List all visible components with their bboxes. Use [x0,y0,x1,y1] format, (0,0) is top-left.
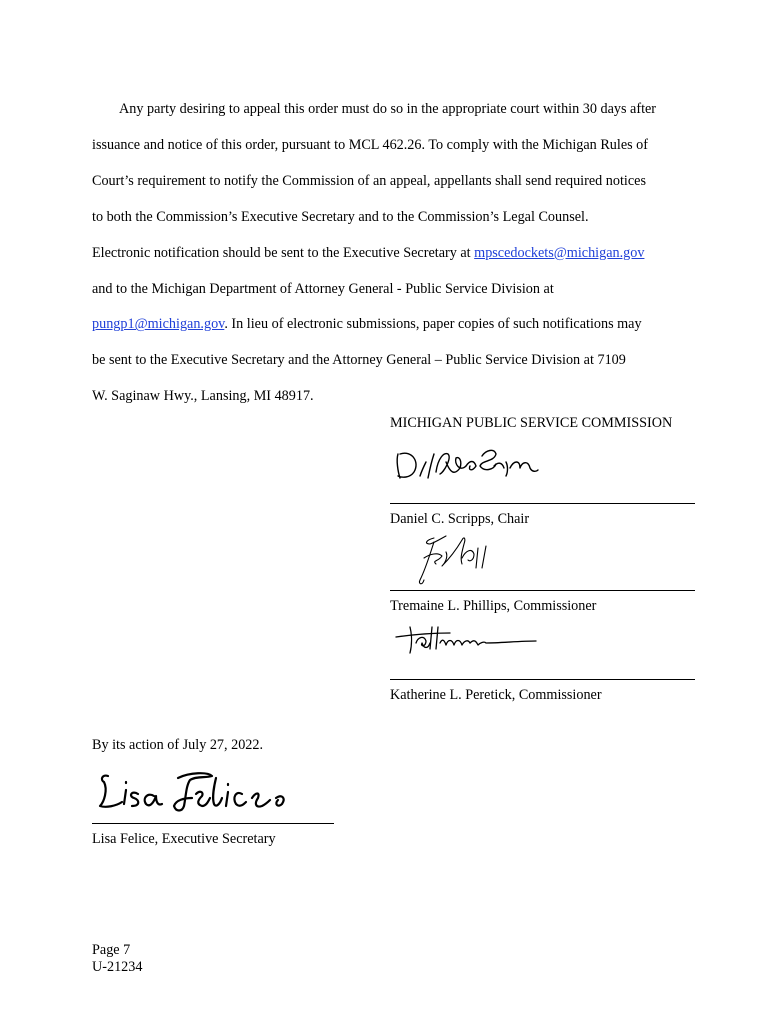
signature-area-phillips [390,528,695,591]
signature-area-felice [92,754,334,824]
signer-name: Daniel C. Scripps, Chair [390,511,530,527]
action-date-text: By its action of July 27, 2022. [92,737,264,753]
paragraph-line: issuance and notice of this order, pursuant to MCL 462.26. To comply with the Michigan Rules of [92,136,648,153]
page-footer [92,942,142,976]
paragraph-line: and to the Michigan Department of Attorney General - Public Service Division at [92,280,554,297]
paragraph-line: be sent to the Executive Secretary and the Attorney General – Public Service Division at 7109 [92,352,626,369]
case-number: U-21234 [92,959,143,975]
signer-name: Tremaine L. Phillips, Commissioner [390,598,597,614]
signature-area-scripps [390,432,695,504]
signature-line [390,503,695,504]
dockets-email-link[interactable]: mpscedockets@michigan.gov [474,244,645,261]
signer-name: Lisa Felice, Executive Secretary [92,831,276,847]
signer-name: Katherine L. Peretick, Commissioner [390,687,602,703]
paragraph-line [92,307,692,343]
paragraph-line: Any party desiring to appeal this order must do so in the appropriate court within 30 days after [119,101,657,117]
paragraph-line: to both the Commission’s Executive Secretary and to the Commission’s Legal Counsel. [92,208,589,225]
page-number: Page 7 [92,942,131,958]
signature-line [92,823,334,824]
paragraph-line [92,236,692,272]
signature-area-peretick [390,615,695,680]
handwritten-signature-peretick [390,615,550,665]
handwritten-signature-phillips [390,528,530,592]
handwritten-signature-scripps [390,432,550,492]
signature-line [390,590,695,591]
commission-signature-block [390,414,695,704]
paragraph-line: W. Saginaw Hwy., Lansing, MI 48917. [92,388,314,405]
appeal-notice-paragraph [92,92,692,415]
paragraph-text: Electronic notification should be sent to the Executive Secretary at [92,244,475,261]
paragraph-text: . In lieu of electronic submissions, paper copies of such notifications may [224,316,642,333]
signature-line [390,679,695,680]
executive-secretary-block [92,736,342,848]
handwritten-signature-felice [92,754,292,818]
commission-name: MICHIGAN PUBLIC SERVICE COMMISSION [390,415,673,431]
paragraph-line: Court’s requirement to notify the Commission of an appeal, appellants shall send required notices [92,172,646,189]
attorney-general-email-link[interactable]: pungp1@michigan.gov [92,316,225,333]
